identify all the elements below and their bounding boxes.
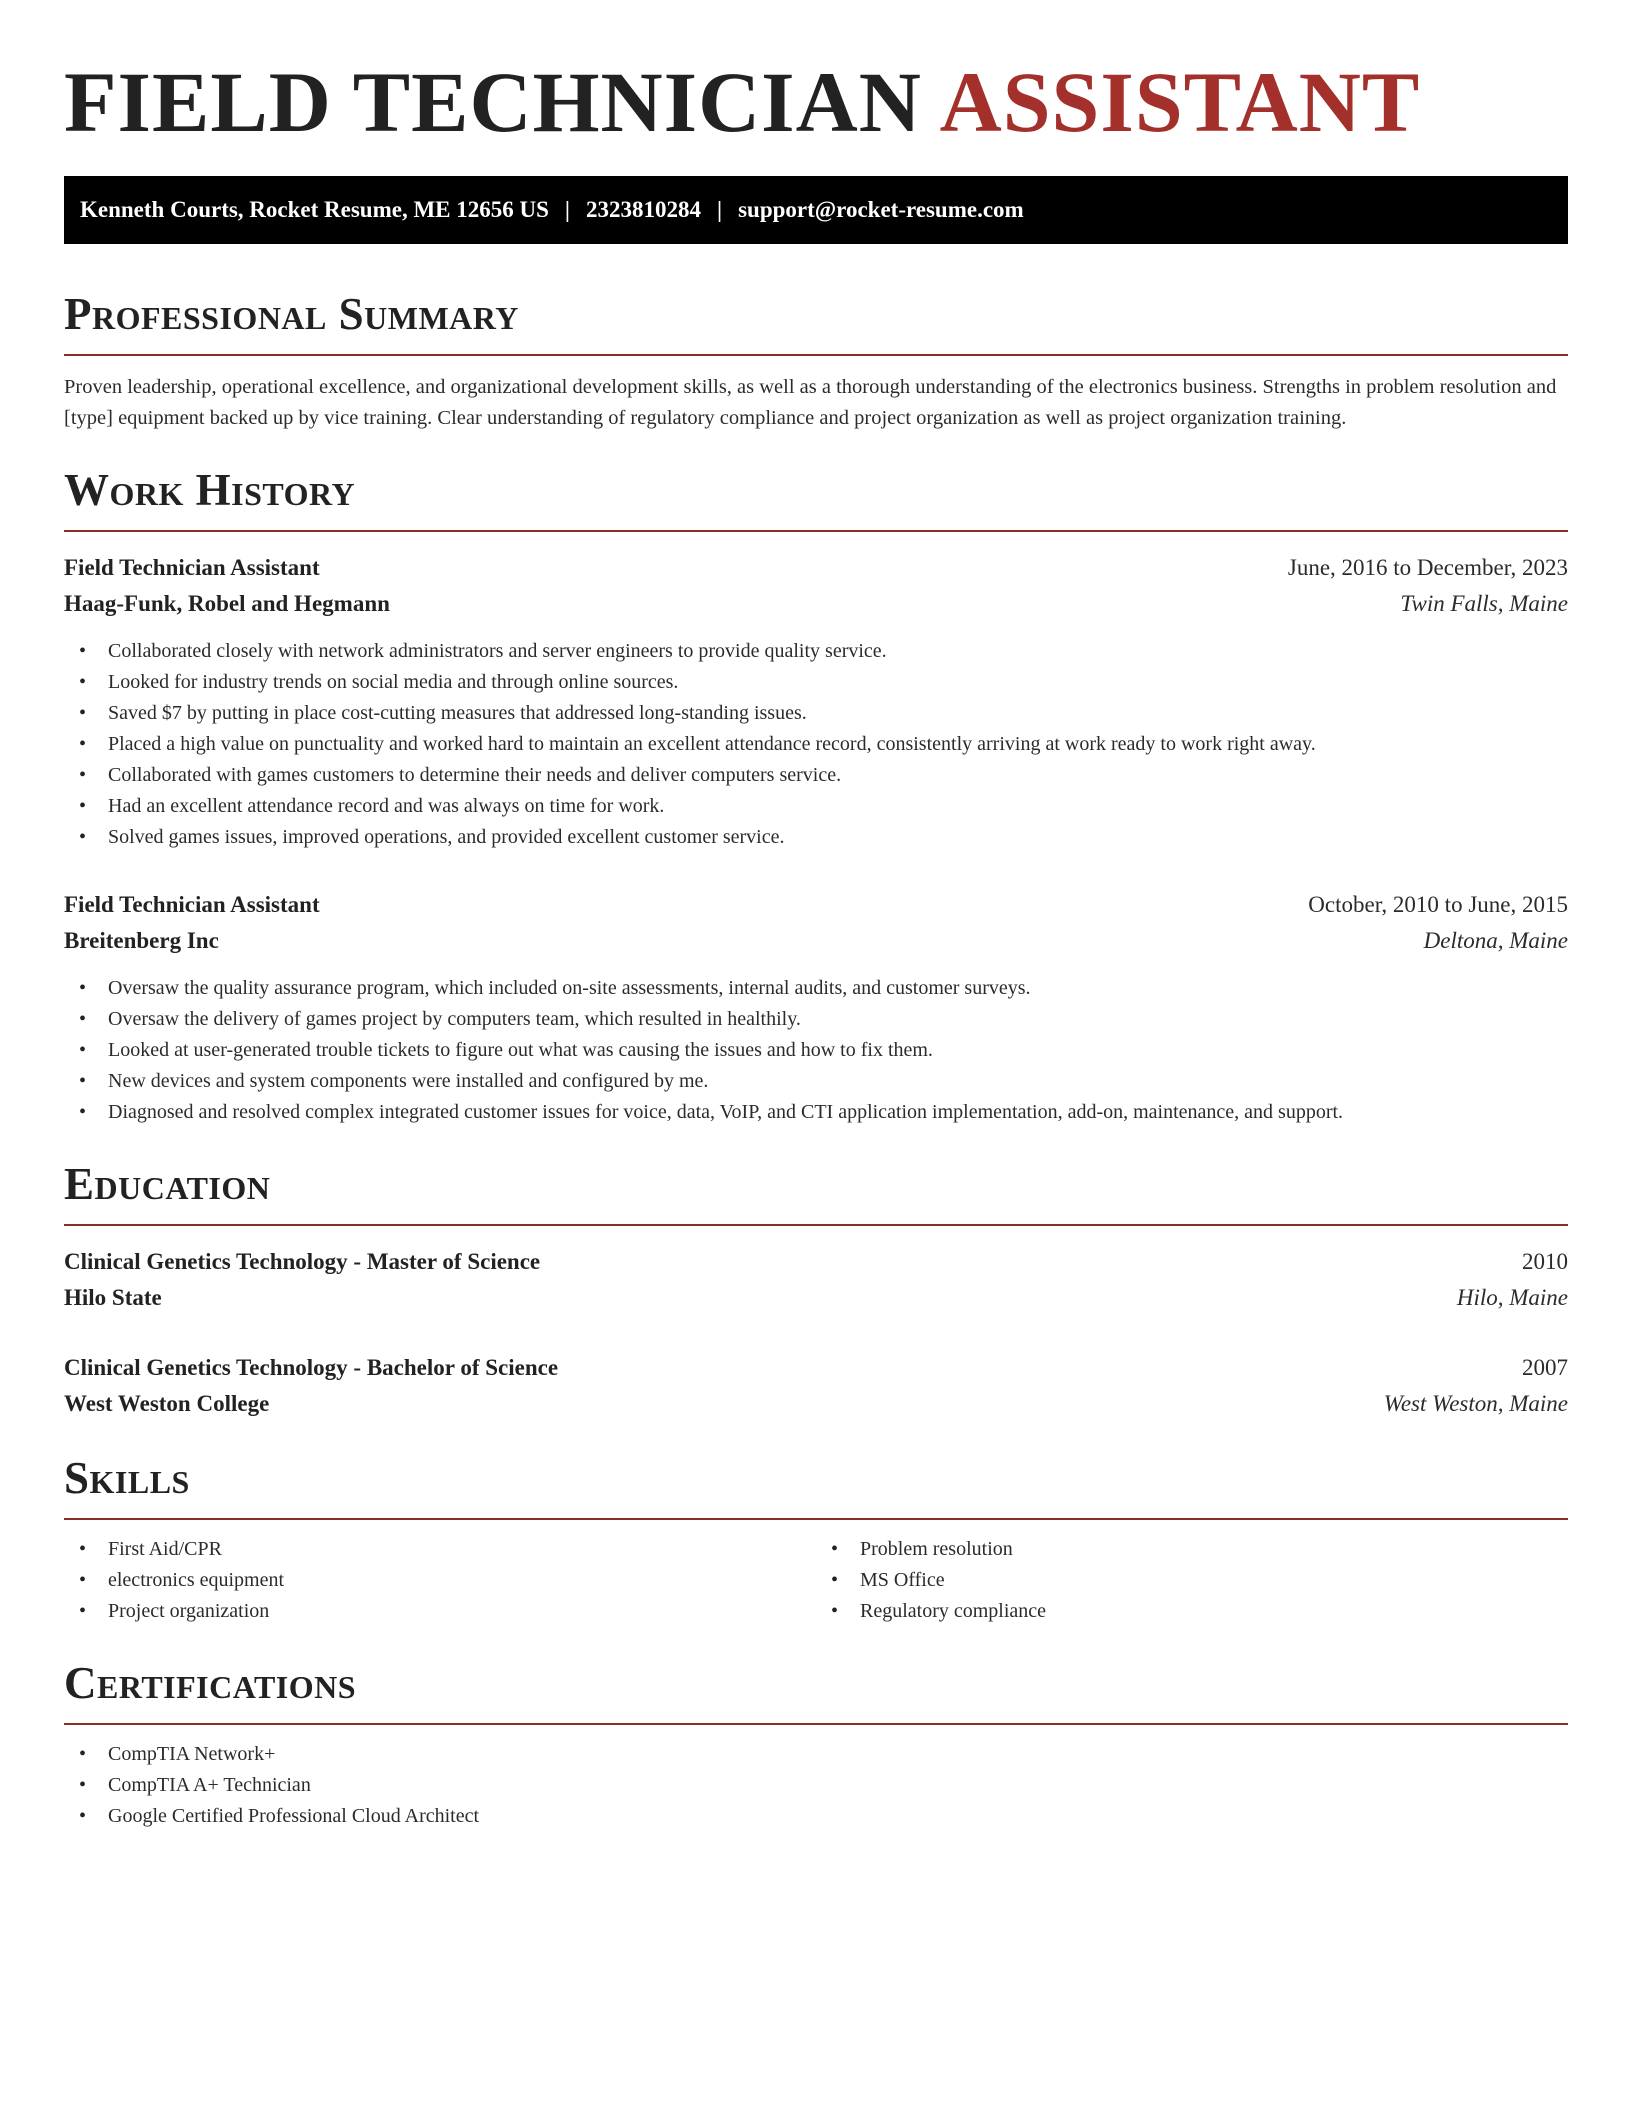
list-item: • Collaborated with games customers to determine their needs and deliver computers service. bbox=[64, 760, 1568, 791]
job-company: Haag-Funk, Robel and Hegmann bbox=[64, 591, 390, 616]
work-history-heading: Work History bbox=[64, 464, 1568, 532]
education-section bbox=[64, 1158, 1568, 1422]
title-main: FIELD TECHNICIAN bbox=[64, 54, 922, 150]
job-location: Twin Falls, Maine bbox=[1400, 591, 1568, 616]
job-title-row bbox=[64, 887, 1568, 923]
education-entry bbox=[64, 1350, 1568, 1422]
list-item: • Saved $7 by putting in place cost-cutting measures that addressed long-standing issues. bbox=[64, 698, 1568, 729]
list-item: • CompTIA A+ Technician bbox=[64, 1770, 1568, 1801]
contact-address: Kenneth Courts, Rocket Resume, ME 12656 US bbox=[80, 197, 549, 222]
job-bullets bbox=[64, 973, 1568, 1128]
list-item: • MS Office bbox=[816, 1565, 1568, 1596]
job-location: Deltona, Maine bbox=[1423, 928, 1568, 953]
list-item: • First Aid/CPR bbox=[64, 1534, 816, 1565]
job-entry bbox=[64, 887, 1568, 1128]
job-bullets bbox=[64, 636, 1568, 853]
education-school: West Weston College bbox=[64, 1391, 270, 1416]
list-item: • New devices and system components were installed and configured by me. bbox=[64, 1066, 1568, 1097]
skills-list-right bbox=[816, 1534, 1568, 1627]
education-year: 2010 bbox=[1522, 1249, 1568, 1274]
summary-heading: Professional Summary bbox=[64, 288, 1568, 356]
contact-phone: 2323810284 bbox=[586, 197, 701, 222]
title-accent: ASSISTANT bbox=[939, 54, 1421, 150]
education-location: West Weston, Maine bbox=[1383, 1391, 1568, 1416]
skills-grid bbox=[64, 1534, 1568, 1627]
education-degree: Clinical Genetics Technology - Bachelor of Science bbox=[64, 1355, 559, 1380]
list-item: • Project organization bbox=[64, 1596, 816, 1627]
certifications-heading: Certifications bbox=[64, 1657, 1568, 1725]
education-school-row bbox=[64, 1386, 1568, 1422]
job-company: Breitenberg Inc bbox=[64, 928, 219, 953]
list-item: • CompTIA Network+ bbox=[64, 1739, 1568, 1770]
skills-list-left bbox=[64, 1534, 816, 1627]
list-item: • Google Certified Professional Cloud Architect bbox=[64, 1801, 1568, 1832]
job-company-row bbox=[64, 923, 1568, 959]
contact-separator: | bbox=[717, 197, 723, 222]
job-title: Field Technician Assistant bbox=[64, 892, 320, 917]
education-year: 2007 bbox=[1522, 1355, 1568, 1380]
list-item: • Placed a high value on punctuality and worked hard to maintain an excellent attendance record, consistently arriving at work ready to work right away. bbox=[64, 729, 1568, 760]
work-history-section bbox=[64, 464, 1568, 1128]
education-location: Hilo, Maine bbox=[1456, 1285, 1568, 1310]
list-item: • Oversaw the quality assurance program, which included on-site assessments, internal audits, and customer surveys. bbox=[64, 973, 1568, 1004]
job-company-row bbox=[64, 586, 1568, 622]
list-item: • Solved games issues, improved operations, and provided excellent customer service. bbox=[64, 822, 1568, 853]
resume-title bbox=[64, 52, 1568, 152]
skills-heading: Skills bbox=[64, 1452, 1568, 1520]
list-item: • Looked for industry trends on social media and through online sources. bbox=[64, 667, 1568, 698]
summary-section bbox=[64, 288, 1568, 434]
contact-email: support@rocket-resume.com bbox=[738, 197, 1024, 222]
summary-text: Proven leadership, operational excellence, and organizational development skills, as well as a thorough understanding of the electronics business. Strengths in problem resolution and [type] equipment backed up by vice training. Clear understanding of regulatory compliance and project organization as well as project organization training. bbox=[64, 376, 1557, 429]
education-heading: Education bbox=[64, 1158, 1568, 1226]
education-school-row bbox=[64, 1280, 1568, 1316]
list-item: • Had an excellent attendance record and was always on time for work. bbox=[64, 791, 1568, 822]
education-school: Hilo State bbox=[64, 1285, 162, 1310]
list-item: • Oversaw the delivery of games project by computers team, which resulted in healthily. bbox=[64, 1004, 1568, 1035]
education-degree: Clinical Genetics Technology - Master of Science bbox=[64, 1249, 541, 1274]
education-entry bbox=[64, 1244, 1568, 1316]
contact-separator: | bbox=[564, 197, 570, 222]
certifications-list bbox=[64, 1739, 1568, 1832]
education-degree-row bbox=[64, 1244, 1568, 1280]
list-item: • Problem resolution bbox=[816, 1534, 1568, 1565]
job-title-row bbox=[64, 550, 1568, 586]
skills-section bbox=[64, 1452, 1568, 1627]
job-entry bbox=[64, 550, 1568, 853]
list-item: • electronics equipment bbox=[64, 1565, 816, 1596]
job-title: Field Technician Assistant bbox=[64, 555, 320, 580]
list-item: • Diagnosed and resolved complex integrated customer issues for voice, data, VoIP, and CTI application implementation, add-on, maintenance, and support. bbox=[64, 1097, 1568, 1128]
contact-bar bbox=[64, 176, 1568, 244]
job-dates: October, 2010 to June, 2015 bbox=[1308, 892, 1568, 917]
job-dates: June, 2016 to December, 2023 bbox=[1287, 555, 1568, 580]
list-item: • Collaborated closely with network administrators and server engineers to provide quality service. bbox=[64, 636, 1568, 667]
list-item: • Regulatory compliance bbox=[816, 1596, 1568, 1627]
list-item: • Looked at user-generated trouble tickets to figure out what was causing the issues and how to fix them. bbox=[64, 1035, 1568, 1066]
education-degree-row bbox=[64, 1350, 1568, 1386]
certifications-section bbox=[64, 1657, 1568, 1832]
